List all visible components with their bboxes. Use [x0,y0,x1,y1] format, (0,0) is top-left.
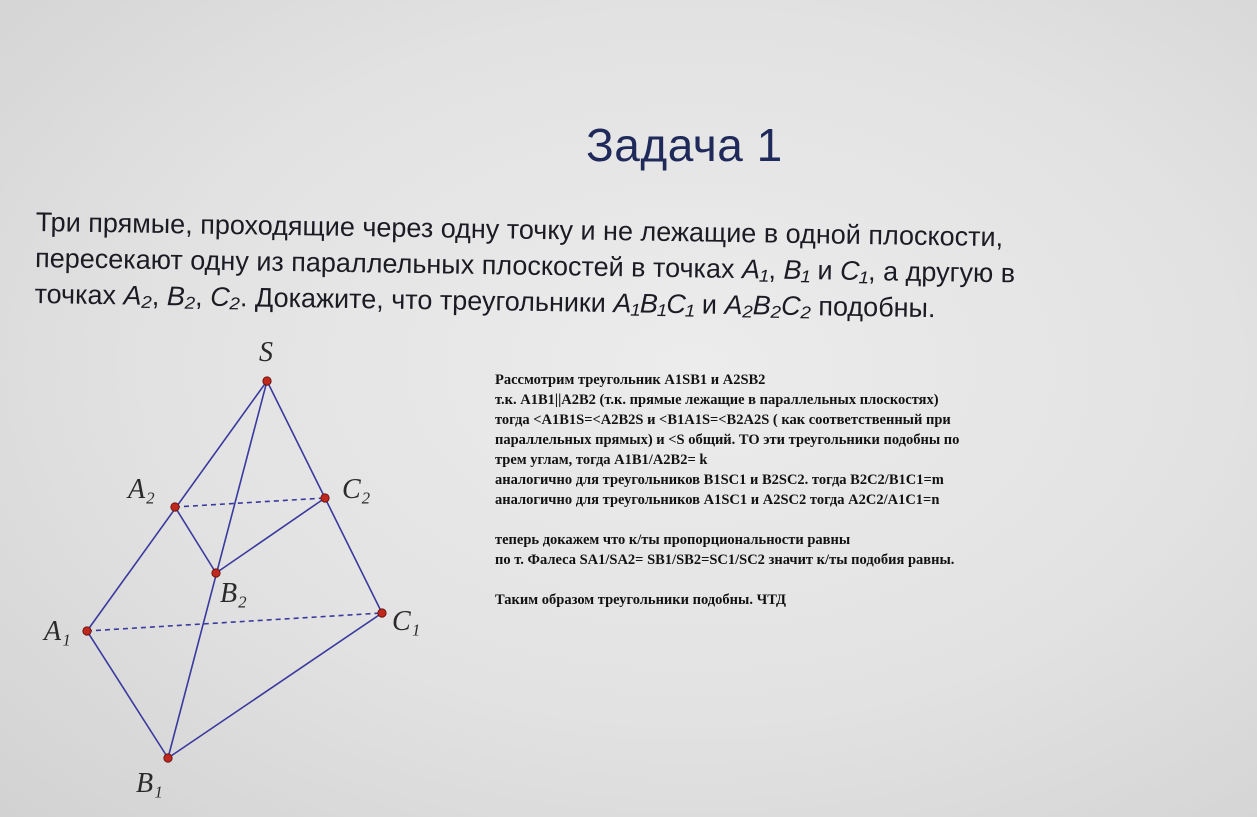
problem-text: , [151,280,168,312]
problem-line-1: Три прямые, проходящие через одну точку и не лежащие в одной плоскости, [35,206,1004,253]
problem-text: . Докажите, что треугольники [239,282,614,319]
problem-text: , [768,254,784,285]
solution-line: аналогично для треугольников B1SC1 и B2SC2. тогда B2C2/B1C1=m [495,472,944,488]
point-name: C₁ [839,255,869,287]
label-S: S [259,337,273,368]
point-name: C₂ [209,281,241,313]
problem-text: подобны. [810,291,936,324]
solution-text [495,370,1195,610]
point-A2 [171,503,179,511]
solution-line: тогда <A1B1S=<A2B2S и <B1A1S=<B2A2S ( как соответственный при [495,412,951,428]
solution-line [495,510,1195,530]
problem-text: , а другую в [867,256,1016,289]
label-A1: A₁ [44,616,71,647]
edge-A2-C2-dashed [175,498,325,507]
triangle-name: A₁B₁C₁ [613,288,695,320]
solution-line: т.к. A1B1||A2B2 (т.к. прямые лежащие в параллельных плоскостях) [495,392,939,408]
solution-line: по т. Фалеса SA1/SA2= SB1/SB2=SC1/SC2 значит к/ты подобия равны. [495,552,955,568]
problem-text: , [194,281,211,312]
solution-line: трем углам, тогда A1B1/A2B2= k [495,452,708,468]
edge-B2-C2 [216,498,325,573]
triangle-name: A₂B₂C₂ [724,289,812,322]
label-B1: B₁ [136,768,163,799]
point-name: B₂ [166,281,196,312]
label-A2: A₂ [128,474,155,505]
label-B2: B₂ [220,578,247,609]
point-S [263,377,271,385]
label-C1: C₁ [392,606,421,637]
solution-line [495,570,1195,590]
point-A1 [83,627,91,635]
point-B1 [164,754,172,762]
edge-A1-B1 [87,631,168,758]
point-B2 [212,569,220,577]
pyramid-diagram [0,330,480,817]
solution-line: аналогично для треугольников A1SC1 и A2SC2 тогда A2C2/A1C1=n [495,492,940,508]
problem-text: и [694,289,725,320]
point-C2 [321,494,329,502]
problem-text: точках [34,278,124,311]
solution-line: Таким образом треугольники подобны. ЧТД [495,592,786,608]
problem-statement [34,204,1206,330]
solution-line: Рассмотрим треугольник A1SB1 и A2SB2 [495,372,766,388]
problem-text: пересекают одну из параллельных плоскостей в точках [34,242,743,285]
diagram-edges [87,381,382,758]
solution-line: параллельных прямых) и <S общий. ТО эти треугольники подобны по [495,432,960,448]
diagram-points [83,377,386,762]
solution-line: теперь докажем что к/ты пропорциональности равны [495,532,851,548]
edge-A2-B2 [175,507,216,573]
label-C2: C₂ [342,474,371,505]
point-name: A₁ [741,254,769,285]
problem-text: и [809,255,841,286]
page-title: Задача 1 [586,119,783,171]
point-name: B₁ [783,254,811,286]
point-C1 [378,609,386,617]
point-name: A₂ [123,280,153,311]
edge-A1-C1-dashed [87,613,382,631]
